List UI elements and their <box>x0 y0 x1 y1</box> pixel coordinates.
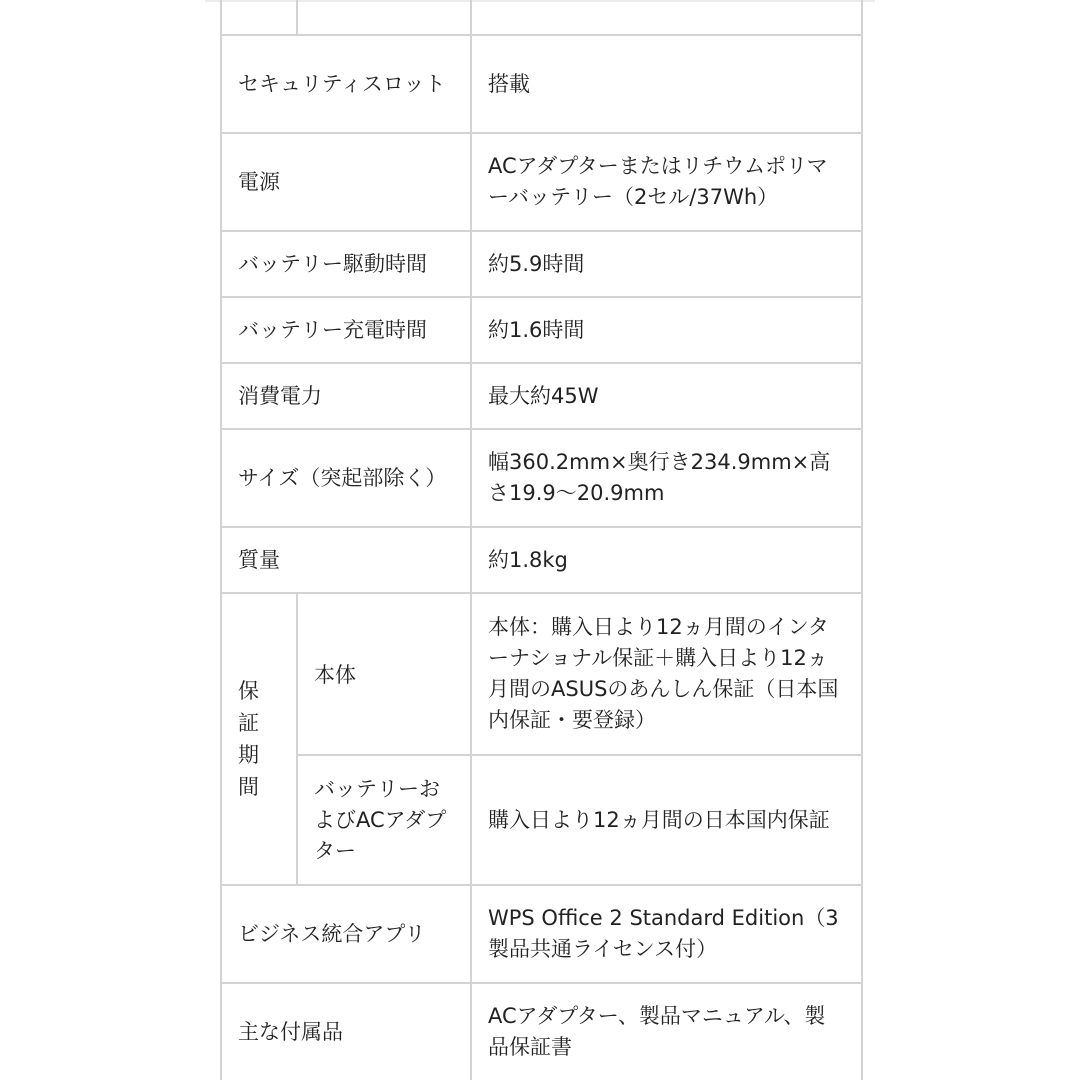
spec-label-cell: 消費電力 <box>221 363 471 429</box>
spec-value-cell: 購入日より12ヵ月間の日本国内保証 <box>471 755 862 885</box>
warranty-category-char: 間 <box>238 775 259 799</box>
spec-label-cell: セキュリティスロット <box>221 35 471 133</box>
table-row-size <box>221 429 862 527</box>
spec-label-cell: サイズ（突起部除く） <box>221 429 471 527</box>
table-row-accessories <box>221 983 862 1080</box>
table-row-power <box>221 133 862 231</box>
table-row-security-slot <box>221 35 862 133</box>
spec-label-cell: 電源 <box>221 133 471 231</box>
table-row-warranty-body <box>221 593 862 755</box>
spec-value-cell: 約1.6時間 <box>471 297 862 363</box>
table-row-charge-time <box>221 297 862 363</box>
spec-value-cell: WPS Office 2 Standard Edition（3製品共通ライセンス付） <box>471 885 862 983</box>
spec-value-cell: 約1.8kg <box>471 527 862 593</box>
spec-value-cell: ACアダプターまたはリチウムポリマーバッテリー（2セル/37Wh） <box>471 133 862 231</box>
spec-value-cell: 本体：購入日より12ヵ月間のインターナショナル保証＋購入日より12ヵ月間のASUSのあんしん保証（日本国内保証・要登録） <box>471 593 862 755</box>
table-row-business-app <box>221 885 862 983</box>
spec-label-cell: 本体 <box>297 593 471 755</box>
table-row-battery-life <box>221 231 862 297</box>
spec-value-cell: 搭載 <box>471 35 862 133</box>
spec-label-cell: バッテリー充電時間 <box>221 297 471 363</box>
spec-table <box>220 0 863 1080</box>
table-row-weight <box>221 527 862 593</box>
spec-value-cell: 約5.9時間 <box>471 231 862 297</box>
warranty-category-cell <box>221 593 297 885</box>
spec-label-cell: バッテリーおよびACアダプター <box>297 755 471 885</box>
spec-label-cell: 主な付属品 <box>221 983 471 1080</box>
spec-label-cell: ビジネス統合アプリ <box>221 885 471 983</box>
spec-label-cell <box>221 0 297 35</box>
warranty-category-char: 保 <box>238 679 259 703</box>
table-row-power-consumption <box>221 363 862 429</box>
spec-label-cell: 質量 <box>221 527 471 593</box>
table-row-partial <box>221 0 862 35</box>
table-row-warranty-battery <box>221 755 862 885</box>
spec-value-cell: 幅360.2mm×奥行き234.9mm×高さ19.9～20.9mm <box>471 429 862 527</box>
warranty-category-char: 期 <box>238 743 259 767</box>
warranty-category-char: 証 <box>238 711 259 735</box>
spec-value-cell: 最大約45W <box>471 363 862 429</box>
spec-value-cell <box>471 0 862 35</box>
spec-value-cell: ACアダプター、製品マニュアル、製品保証書 <box>471 983 862 1080</box>
spec-label-cell <box>297 0 471 35</box>
spec-label-cell: バッテリー駆動時間 <box>221 231 471 297</box>
